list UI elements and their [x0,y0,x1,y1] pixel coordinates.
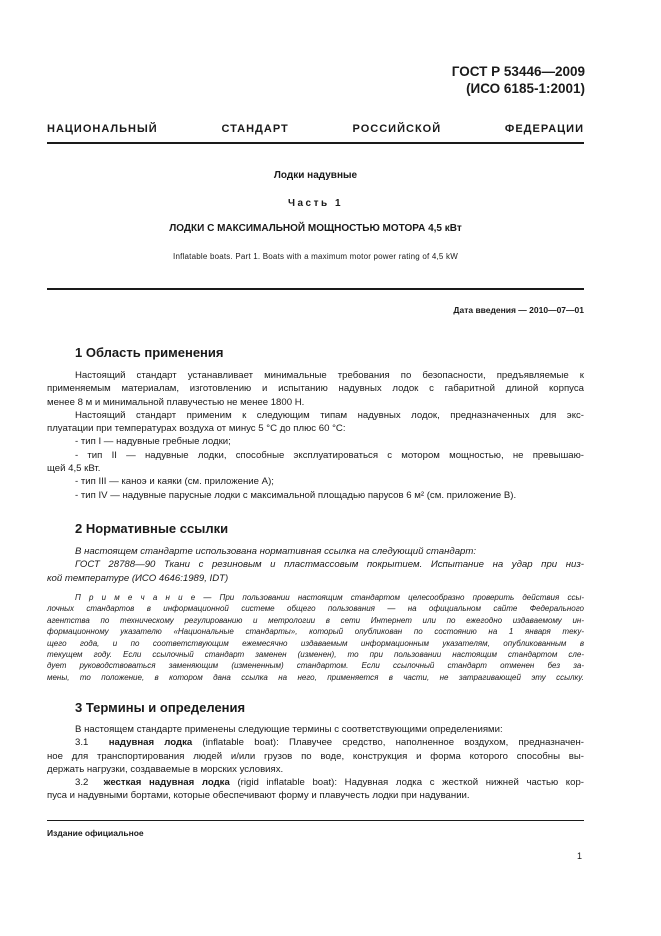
list-item: - тип II — надувные лодки, способные эксплуатироваться с мотором мощностью, не превышаю- [75,449,584,461]
paragraph-line: Настоящий стандарт применим к следующим типам надувных лодок, предназначенных для экс- [75,409,584,421]
section-2-body [47,545,584,585]
section-3-heading: 3 Термины и определения [75,700,246,715]
reference-line: ГОСТ 28788—90 Ткани с резиновым и пластмассовым покрытием. Испытание на удар при низ- [75,559,584,571]
note-line: мены, то положение, в котором дана ссылка на него, применяется в части, не затрагивающей эту ссылку. [47,672,584,682]
section-1-body [47,369,584,502]
section-3-body [47,723,584,803]
term-line: пуса и надувными бортами, которые обеспечивают форму и плавучесть лодки при надувании. [47,790,470,802]
term-name: жесткая надувная лодка [103,777,230,789]
list-item: - тип I — надувные гребные лодки; [75,436,231,448]
note-line: дует руководствоваться заменяющим (измененным) стандартом. Если ссылочный стандарт отменен без за- [47,661,584,671]
iso-number: (ИСО 6185-1:2001) [466,81,585,96]
top-divider [47,142,584,144]
paragraph-line: менее 8 м и минимальной плавучестью не менее 1800 Н. [47,396,305,408]
term-name: надувная лодка [108,737,193,749]
document-subtitle: ЛОДКИ С МАКСИМАЛЬНОЙ МОЩНОСТЬЮ МОТОРА 4,5 кВт [169,223,462,234]
effective-date: Дата введения — 2010—07—01 [453,305,584,315]
section-2-note [47,592,584,683]
term-text: (inflatable boat): Плавучее средство, наполненное воздухом, предназначен- [192,737,584,749]
gost-number: ГОСТ Р 53446—2009 [451,64,585,79]
note-line: формационному указателю «Национальные стандарты», который опубликован по состоянию на 1 января теку- [47,627,584,637]
paragraph-line: В настоящем стандарте применены следующие термины с соответствующими определениями: [75,724,503,735]
note-line: П р и м е ч а н и е — При пользовании настоящим стандартом целесообразно проверить действия ссы- [75,593,584,602]
note-line: лочных стандартов в информационной системе общего пользования — на официальном сайте Федерального [47,604,584,614]
note-line: текущем году. Если ссылочный стандарт заменен (изменен), то при пользовании настоящим стандартом сле- [47,650,584,660]
term-number: 3.1 [75,737,89,749]
page-number: 1 [576,851,582,861]
paragraph-line: применяемым материалам, изготовлению и испытанию надувных лодок с габаритной длиной корпуса [47,383,584,395]
title-divider [47,288,584,290]
section-2-heading: 2 Нормативные ссылки [75,521,229,536]
list-item: - тип III — каноэ и каяки (см. приложение А); [75,476,274,488]
reference-line: кой температуре (ИСО 4646:1989, IDT) [47,572,229,584]
gost-designation [452,63,585,97]
footer-divider [47,820,584,821]
term-line: держать нагрузки, создаваемые в морских условиях. [47,763,284,775]
term-definition [47,736,584,749]
note-line: агентства по техническому регулированию и метрологии в сети Интернет или по ежегодно издаваемому ин- [47,615,584,625]
paragraph-line: Настоящий стандарт устанавливает минимальные требования по безопасности, предъявляемые к [75,370,584,381]
list-item: - тип IV — надувные парусные лодки с максимальной площадью парусов 6 м² (см. приложение В). [75,489,517,501]
list-item: щей 4,5 кВт. [47,463,101,475]
term-number: 3.2 [75,777,89,789]
paragraph-line: В настоящем стандарте использована нормативная ссылка на следующий стандарт: [75,546,477,557]
paragraph-line: плуатации при температурах воздуха от минус 5 °С до плюс 60 °С: [47,423,346,435]
term-line: ное для транспортирования людей и/или грузов по воде, конструкция и форма которого способны вы- [47,750,584,762]
term-text: (rigid inflatable boat): Надувная лодка с жесткой нижней частью кор- [229,777,584,789]
part-label: Часть 1 [287,198,344,209]
note-line: щего года, и по соответствующим ежемесячно издаваемым информационным указателям, опубликованным в [47,638,584,648]
english-title: Inflatable boats. Part 1. Boats with a maximum motor power rating of 4,5 kW [173,252,458,261]
edition-label: Издание официальное [47,828,144,838]
national-standard-banner: НАЦИОНАЛЬНЫЙ СТАНДАРТ РОССИЙСКОЙ ФЕДЕРАЦИИ [47,123,584,135]
document-title: Лодки надувные [273,170,358,181]
term-definition [47,776,584,789]
section-1-heading: 1 Область применения [75,345,224,360]
